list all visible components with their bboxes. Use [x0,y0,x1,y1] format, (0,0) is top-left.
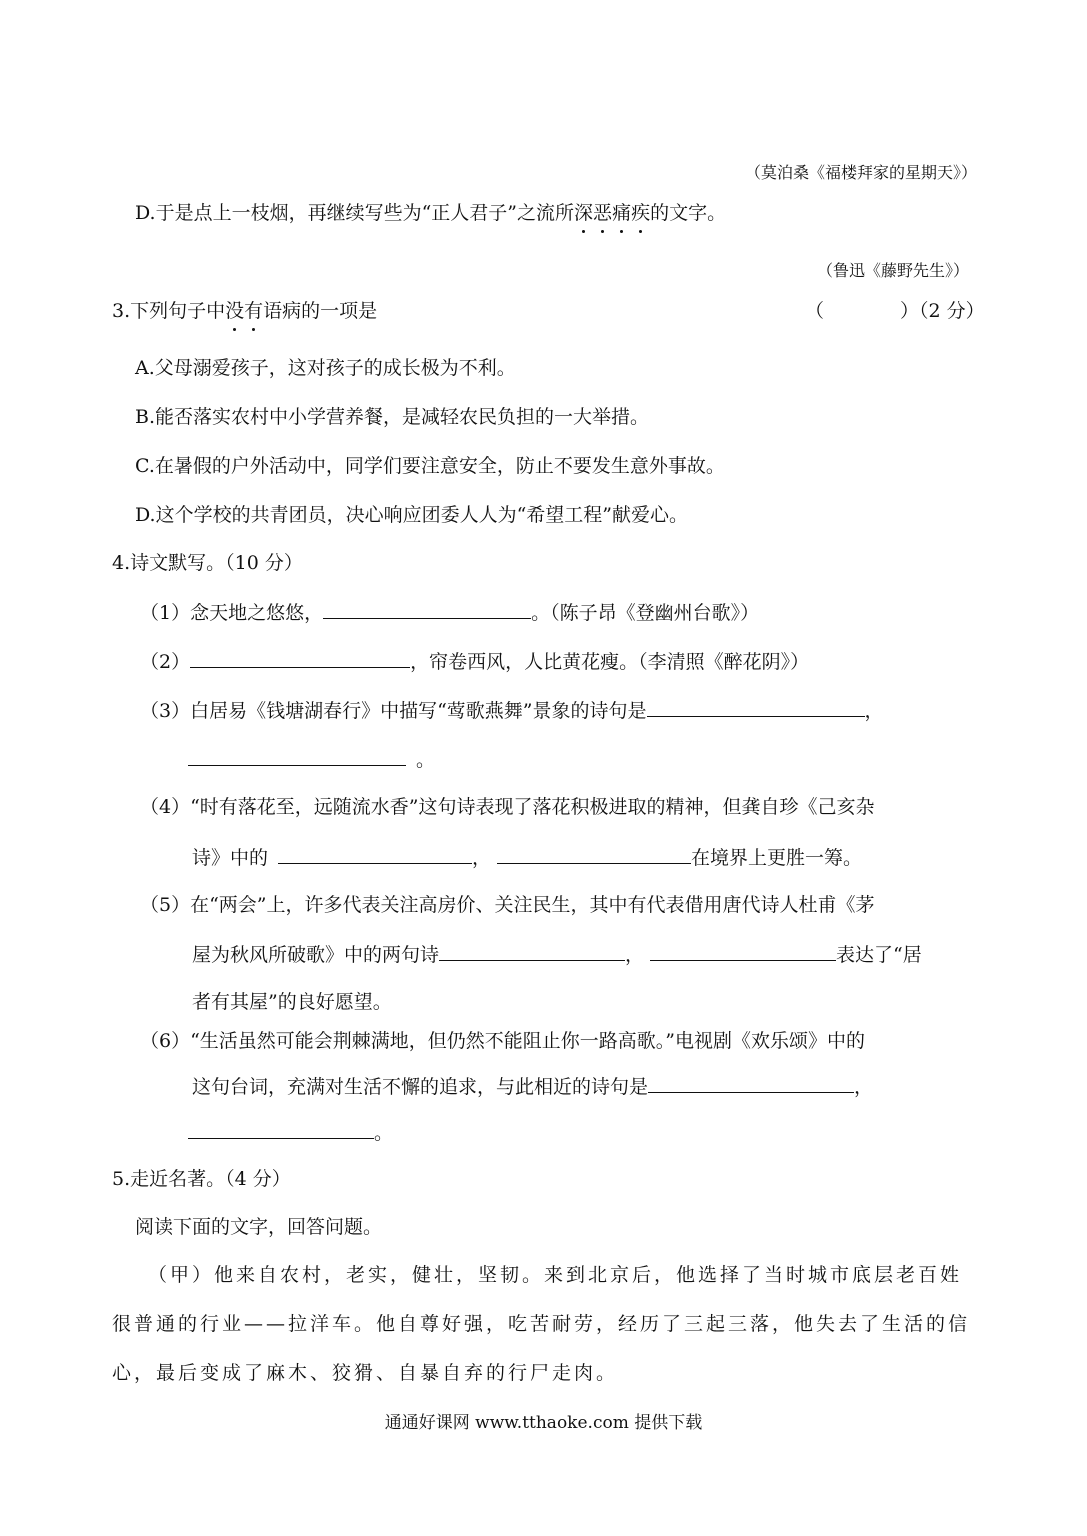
answer-blank[interactable] [497,843,691,864]
reading-passage-line1: （甲）他来自农村，老实，健壮，坚韧。来到北京后，他选择了当时城市底层老百姓 [148,1264,963,1286]
emphasis-char: 痛 [612,202,632,224]
q4-item-1-source: 。（陈子昂《登幽州台歌》） [531,602,760,624]
q4-item-2 [140,647,809,675]
question5-title: 5.走近名著。（4 分） [112,1168,291,1190]
q4-item-3-line2 [188,745,435,773]
answer-blank[interactable] [648,1072,854,1093]
q4-item-3 [140,696,884,724]
q4-item-3-text: （3）白居易《钱塘湖春行》中描写“莺歌燕舞”景象的诗句是 [140,700,647,722]
q4-item-6-line1: （6）“生活虽然可能会荆棘满地，但仍然不能阻止你一路高歌。”电视剧《欢乐颂》中的 [140,1030,866,1052]
q4-item-5-tail: 表达了“居 [836,944,922,966]
reading-passage-line2: 很普通的行业——拉洋车。他自尊好强，吃苦耐劳，经历了三起三落，他失去了生活的信 [112,1313,971,1335]
emphasis-char: 有 [244,300,264,322]
q4-item-4-line1: （4）“时有落花至，远随流水香”这句诗表现了落花积极进取的精神，但龚自珍《己亥杂 [140,796,875,818]
q4-item-5-line1: （5）在“两会”上，许多代表关注高房价、关注民生，其中有代表借用唐代诗人杜甫《茅 [140,894,875,916]
question3-text-post: 语病的一项是 [263,300,378,322]
question3-text-pre: 3.下列句子中 [112,300,226,322]
question3-stem [112,298,377,324]
answer-blank[interactable] [650,940,836,961]
q4-item-6-line3 [188,1118,393,1146]
q4-item-1-text: （1）念天地之悠悠， [140,602,324,624]
q4-item-2-text: ，帘卷西风，人比黄花瘦。（李清照《醉花阴》） [410,651,810,673]
option-d-text-post: 的文字。 [650,202,727,224]
q4-item-6-text: 这句台词，充满对生活不懈的追求，与此相近的诗句是 [192,1076,649,1098]
answer-blank[interactable] [278,843,472,864]
q4-item-2-number: （2） [140,651,191,673]
question2-option-d [135,200,726,226]
emphasis-char: 没 [225,300,245,322]
reading-passage-line3: 心，最后变成了麻木、狡猾、自暴自弃的行尸走肉。 [112,1362,619,1384]
source-attribution-luxun: （鲁迅《藤野先生》） [816,261,969,280]
q4-item-1 [140,598,759,626]
answer-blank[interactable] [188,745,406,766]
question3-answer-bracket: （ ）（2 分） [805,300,985,322]
q4-item-4-comma: ， [472,847,492,869]
answer-blank[interactable] [323,598,531,619]
q4-item-4-line2 [192,843,862,871]
q4-item-3-period: 。 [416,749,436,771]
question4-title: 4.诗文默写。（10 分） [112,552,303,574]
question3-option-a: A.父母溺爱孩子，这对孩子的成长极为不利。 [135,357,516,379]
answer-blank[interactable] [190,647,410,668]
answer-blank[interactable] [188,1118,374,1139]
q4-item-6-period: 。 [374,1122,394,1144]
q4-item-5-comma: ， [625,944,645,966]
question5-intro: 阅读下面的文字，回答问题。 [135,1216,383,1238]
answer-blank[interactable] [439,940,625,961]
q4-item-4-text: 诗》中的 [192,847,269,869]
option-d-text-pre: D.于是点上一枝烟，再继续写些为“正人君子”之流所 [135,202,575,224]
question3-option-b: B.能否落实农村中小学营养餐，是减轻农民负担的一大举措。 [135,406,650,428]
emphasis-char: 恶 [593,202,613,224]
question3-option-c: C.在暑假的户外活动中，同学们要注意安全，防止不要发生意外事故。 [135,455,725,477]
emphasis-char: 疾 [631,202,651,224]
answer-blank[interactable] [647,696,865,717]
source-attribution-maupassant: （莫泊桑《福楼拜家的星期天》） [744,163,977,182]
q4-item-5-line3: 者有其屋”的良好愿望。 [192,991,392,1013]
q4-item-6-line2 [192,1072,873,1100]
q4-item-5-line2 [192,940,922,968]
question3-option-d: D.这个学校的共青团员，决心响应团委人人为“希望工程”献爱心。 [135,504,689,526]
page-footer: 通通好课网 www.tthaoke.com 提供下载 [384,1413,703,1433]
q4-item-4-tail: 在境界上更胜一筹。 [691,847,863,869]
q4-item-6-comma: ， [854,1076,874,1098]
q4-item-5-text: 屋为秋风所破歌》中的两句诗 [192,944,440,966]
q4-item-3-comma: ， [864,700,884,722]
emphasis-char: 深 [574,202,594,224]
